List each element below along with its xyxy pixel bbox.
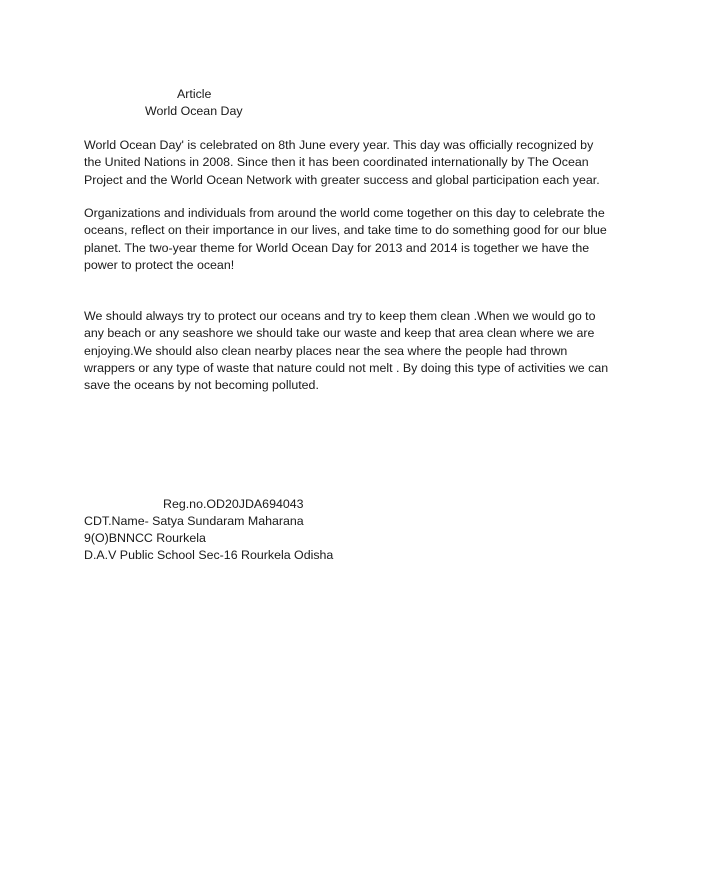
cadet-name: CDT.Name- Satya Sundaram Maharana [84,514,304,528]
paragraph-line: power to protect the ocean! [84,257,235,272]
paragraph-line: planet. The two-year theme for World Ocean Day for 2013 and 2014 is together we have the [84,240,590,255]
paragraph-line: Project and the World Ocean Network with greater success and global participation each year. [84,172,600,187]
paragraph-line: We should always try to protect our oceans and try to keep them clean .When we would go to [84,309,596,323]
paragraph-1 [84,137,644,189]
paragraph-line: Organizations and individuals from around the world come together on this day to celebrate the [84,206,605,220]
paragraph-line: the United Nations in 2008. Since then it has been coordinated internationally by The Ocean [84,155,589,170]
registration-number: Reg.no.OD20JDA694043 [163,497,304,511]
heading: Article [177,87,212,101]
paragraph-line: World Ocean Day' is celebrated on 8th June every year. This day was officially recognized by [84,138,594,152]
paragraph-line: enjoying.We should also clean nearby places near the sea where the people had thrown [84,343,568,358]
paragraph-line: wrappers or any type of waste that nature could not melt . By doing this type of activities we can [84,360,609,375]
document-title: World Ocean Day [145,104,243,118]
paragraph-line: oceans, reflect on their importance in our lives, and take time to do something good for our blue [84,223,607,238]
paragraph-2 [84,205,644,274]
paragraph-3 [84,308,644,394]
paragraph-line: save the oceans by not becoming polluted. [84,378,319,393]
paragraph-line: any beach or any seashore we should take our waste and keep that area clean where we are [84,326,595,341]
unit-name: 9(O)BNNCC Rourkela [84,531,206,545]
school-name: D.A.V Public School Sec-16 Rourkela Odisha [84,548,334,562]
